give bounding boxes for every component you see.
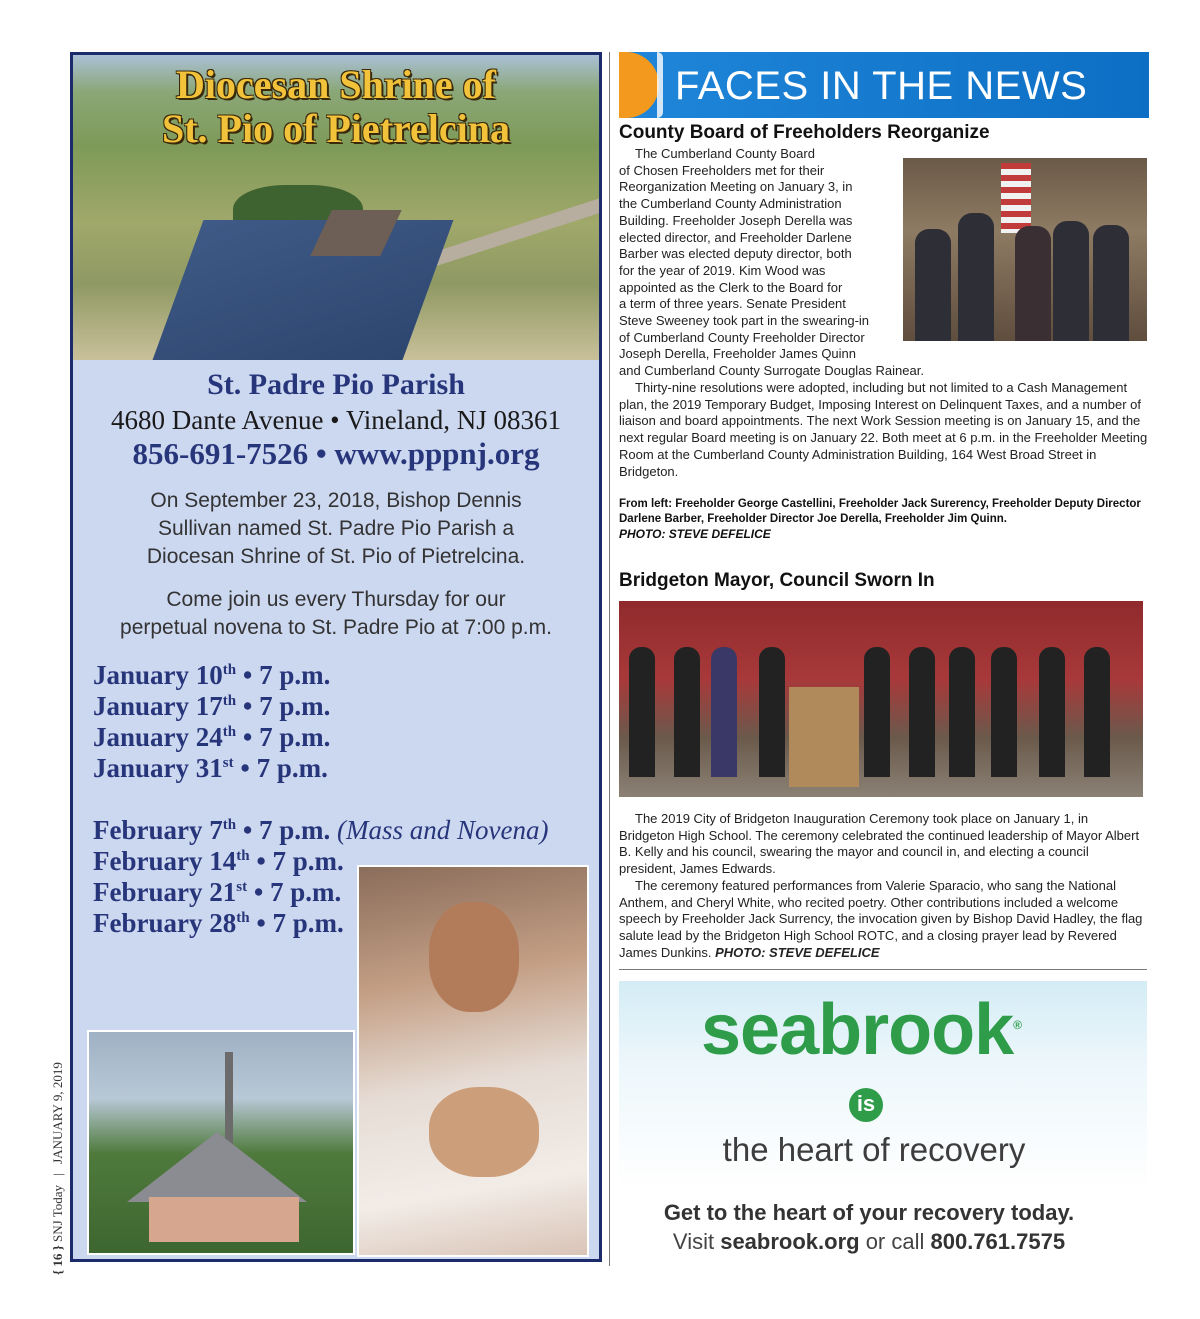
section-title: FACES IN THE NEWS xyxy=(675,64,1088,108)
story-headline: County Board of Freeholders Reorganize xyxy=(619,122,990,143)
story-line: the Cumberland County Administration xyxy=(619,196,842,212)
shrine-advertisement xyxy=(70,52,602,1262)
ad-title: Diocesan Shrine of St. Pio of Pietrelcina xyxy=(161,62,511,151)
section-divider xyxy=(619,969,1147,970)
novena-date: February 7th • 7 p.m. (Mass and Novena) xyxy=(93,815,549,845)
parish-contact: 856-691-7526 • www.pppnj.org xyxy=(132,436,540,471)
novena-date: January 24th • 7 p.m. xyxy=(93,722,331,752)
story-line: of Chosen Freeholders met for their xyxy=(619,162,825,178)
novena-date: January 10th • 7 p.m. xyxy=(93,660,331,690)
story-line: of Cumberland County Freeholder Director xyxy=(619,329,865,345)
aerial-photo xyxy=(73,55,599,360)
story-line: appointed as the Clerk to the Board for xyxy=(619,279,843,295)
story-line: elected director, and Freeholder Darlene xyxy=(619,229,852,245)
story-body: The 2019 City of Bridgeton Inauguration Ceremony took place on January 1, in Bridgeton High School. The ceremony celebrated the continued leadership of Mayor Albert B. Kelly and his council, swearing the mayor and council in, and electing a council president, James Edwards. The ceremony featured performances from Valerie Sparacio, who sang the National Anthem, and Cheryl White, who recited poetry. Other contributions included a welcome speech by Freeholder Jack Surrency, the invocation given by Bishop David Hadley, the flag salute lead by the Bridgeton High School ROTC, and a closing prayer lead by Revered James Dunkins. PHOTO: STEVE DEFELICE xyxy=(619,811,1143,960)
council-photo xyxy=(619,601,1143,797)
novena-date: February 28th • 7 p.m. xyxy=(93,908,344,938)
folio-separator: | xyxy=(50,1173,65,1176)
story-line: and Cumberland County Surrogate Douglas Rainear. xyxy=(619,363,924,379)
story-headline: Bridgeton Mayor, Council Sworn In xyxy=(619,570,935,591)
seabrook-call-to-action: Get to the heart of your recovery today. xyxy=(663,1200,1075,1225)
church-photo xyxy=(87,1030,355,1255)
freeholders-photo xyxy=(903,158,1147,341)
publication-name: SNJ Today xyxy=(50,1185,65,1242)
is-badge: is xyxy=(849,1088,883,1122)
section-banner xyxy=(619,52,1149,118)
parish-address: 4680 Dante Avenue • Vineland, NJ 08361 xyxy=(110,405,561,435)
shrine-announcement: On September 23, 2018, Bishop Dennis Sullivan named St. Padre Pio Parish a Diocesan Shrine of St. Pio of Pietrelcina. xyxy=(146,489,526,568)
story-line: Steve Sweeney took part in the swearing-in xyxy=(619,313,870,329)
photo-credit: PHOTO: STEVE DEFELICE xyxy=(715,944,880,960)
column-rule xyxy=(609,52,610,1266)
story-line: Reorganization Meeting on January 3, in xyxy=(619,179,853,195)
novena-date: January 17th • 7 p.m. xyxy=(93,691,331,721)
banner-accent xyxy=(619,52,659,118)
novena-date: February 14th • 7 p.m. xyxy=(93,846,344,876)
story-body-continued: Thirty-nine resolutions were adopted, including but not limited to a Cash Management plan, the 2019 Temporary Budget, Imposing Interest on Delinquent Taxes, and a number of liaison and board appointments. The next Work Session meeting is on January 15, and the next regular Board meeting is on January 22. Both meet at 6 p.m. in the Freeholder Meeting Room at the Cumberland County Administration Building, 164 West Broad Street in Bridgeton. xyxy=(619,380,1148,479)
story-line: for the year of 2019. Kim Wood was xyxy=(619,262,826,278)
padre-pio-photo xyxy=(357,865,589,1257)
parish-name: St. Padre Pio Parish xyxy=(207,368,465,401)
novena-invitation: Come join us every Thursday for our perpetual novena to St. Padre Pio at 7:00 p.m. xyxy=(120,588,552,639)
novena-date: January 31st • 7 p.m. xyxy=(93,753,328,783)
photo-caption: From left: Freeholder George Castellini, Freeholder Jack Surerency, Freeholder Deputy Director Darlene Barber, Freeholder Director Joe Derella, Freeholder Jim Quinn. PHOTO: STEVE DEFELICE xyxy=(619,498,1141,541)
story-body xyxy=(619,146,924,380)
page-number: { 16 } xyxy=(50,1245,65,1275)
story-line: Barber was elected deputy director, both xyxy=(619,246,852,262)
issue-date: JANUARY 9, 2019 xyxy=(50,1062,65,1164)
page-folio xyxy=(50,1062,66,1275)
seabrook-phone: 800.761.7575 xyxy=(930,1229,1066,1254)
seabrook-logo: seabrook® xyxy=(701,990,1021,1070)
seabrook-url[interactable]: seabrook.org xyxy=(720,1229,860,1254)
story-line: a term of three years. Senate President xyxy=(619,296,846,312)
story-line: Joseph Derella, Freeholder James Quinn xyxy=(619,346,857,362)
seabrook-tagline: the heart of recovery xyxy=(722,1131,1026,1168)
photo-credit: PHOTO: STEVE DEFELICE xyxy=(619,527,771,541)
seabrook-advertisement xyxy=(619,981,1147,1189)
novena-date: February 21st • 7 p.m. xyxy=(93,877,342,907)
story-line: Building. Freeholder Joseph Derella was xyxy=(619,212,853,228)
story-line: The Cumberland County Board xyxy=(635,146,815,161)
seabrook-contact: Visit seabrook.org or call 800.761.7575 xyxy=(672,1229,1066,1254)
